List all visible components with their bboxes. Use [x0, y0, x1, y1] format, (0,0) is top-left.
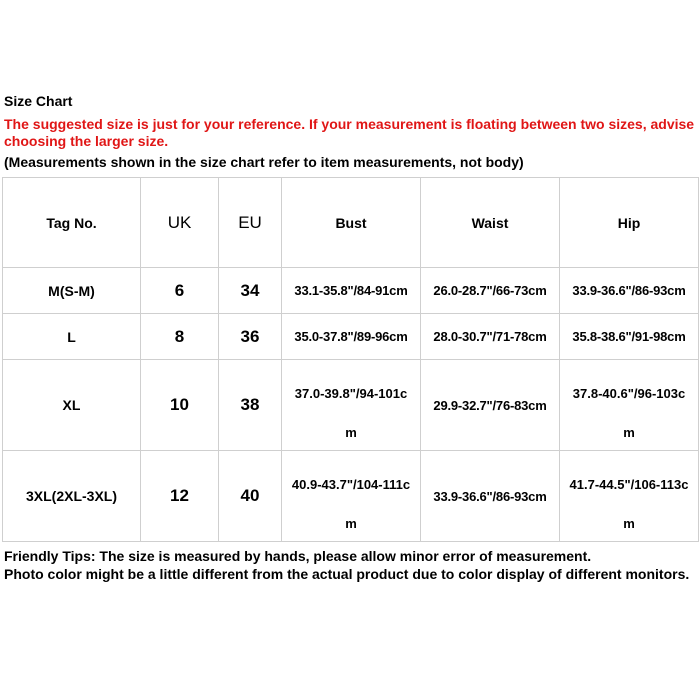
eu-cell: 38 [219, 360, 282, 451]
waist-cell: 26.0-28.7"/66-73cm [421, 268, 560, 314]
hip-value: 37.8-40.6"/96-103c [572, 386, 686, 401]
eu-cell: 36 [219, 314, 282, 360]
size-chart-title: Size Chart [4, 93, 73, 109]
table-row [3, 268, 699, 314]
hip-cell: 33.9-36.6"/86-93cm [560, 268, 699, 314]
table-row [3, 314, 699, 360]
header-hip: Hip [560, 178, 699, 268]
hip-cell: 35.8-38.6"/91-98cm [560, 314, 699, 360]
bust-cell: 35.0-37.8"/89-96cm [282, 314, 421, 360]
hip-value-continued: m [623, 425, 635, 440]
table-header-row [3, 178, 699, 268]
hip-value-continued: m [623, 516, 635, 531]
table-row [3, 451, 699, 542]
tag-cell: 3XL(2XL-3XL) [3, 451, 141, 542]
tip-photo-color: Photo color might be a little different from the actual product due to color display of different monitors. [4, 566, 690, 582]
tag-cell: M(S-M) [3, 268, 141, 314]
header-waist: Waist [421, 178, 560, 268]
bust-cell: 33.1-35.8"/84-91cm [282, 268, 421, 314]
uk-cell: 8 [141, 314, 219, 360]
eu-cell: 34 [219, 268, 282, 314]
friendly-tips [4, 547, 694, 583]
bust-cell [282, 360, 421, 451]
hip-value: 41.7-44.5"/106-113c [569, 477, 689, 492]
bust-value-continued: m [345, 516, 357, 531]
header-tag: Tag No. [3, 178, 141, 268]
waist-cell: 33.9-36.6"/86-93cm [421, 451, 560, 542]
tag-cell: L [3, 314, 141, 360]
waist-cell: 28.0-30.7"/71-78cm [421, 314, 560, 360]
header-uk: UK [141, 178, 219, 268]
waist-cell: 29.9-32.7"/76-83cm [421, 360, 560, 451]
bust-value: 40.9-43.7"/104-111c [291, 477, 411, 492]
size-table [2, 177, 699, 542]
hip-cell [560, 360, 699, 451]
uk-cell: 6 [141, 268, 219, 314]
tip-measurement: Friendly Tips: The size is measured by hands, please allow minor error of measurement. [4, 548, 592, 564]
size-notice: The suggested size is just for your reference. If your measurement is floating between two sizes, advise choosing the larger size. [4, 116, 695, 149]
header-bust: Bust [282, 178, 421, 268]
bust-value-continued: m [345, 425, 357, 440]
tag-cell: XL [3, 360, 141, 451]
uk-cell: 10 [141, 360, 219, 451]
bust-cell [282, 451, 421, 542]
bust-value: 37.0-39.8"/94-101c [294, 386, 408, 401]
table-row [3, 360, 699, 451]
measurement-note: (Measurements shown in the size chart refer to item measurements, not body) [4, 154, 524, 170]
header-eu: EU [219, 178, 282, 268]
eu-cell: 40 [219, 451, 282, 542]
uk-cell: 12 [141, 451, 219, 542]
hip-cell [560, 451, 699, 542]
